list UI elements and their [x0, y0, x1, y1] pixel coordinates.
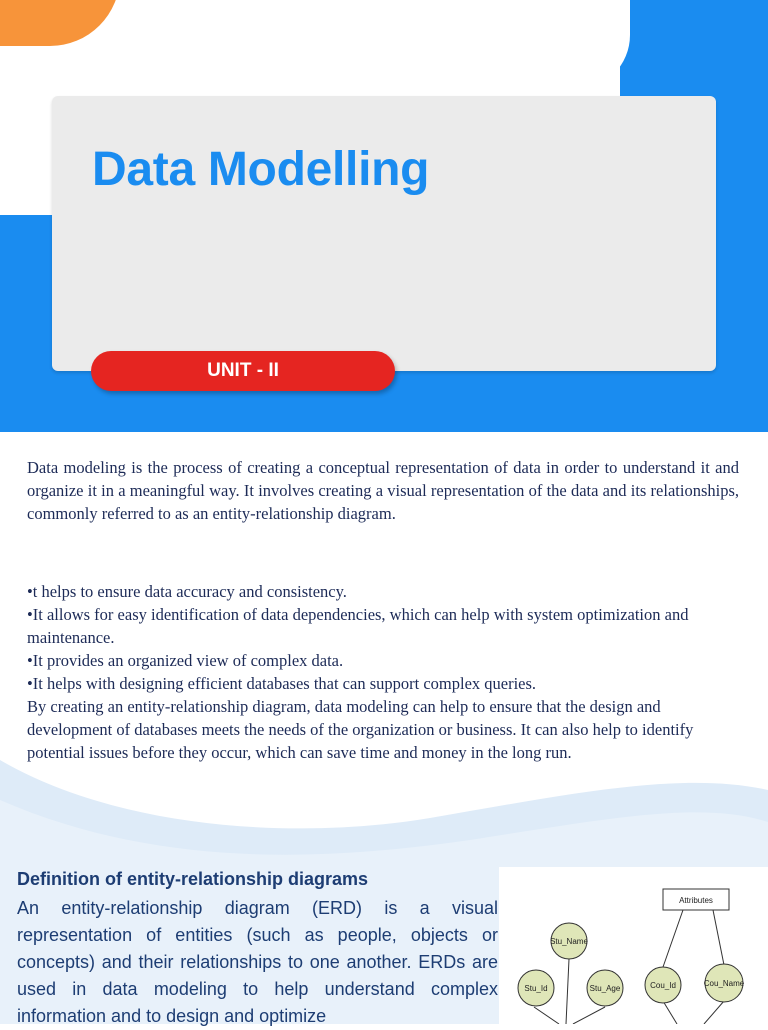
list-item: •It helps with designing efficient databases that can support complex queries. — [27, 674, 537, 693]
attribute-label: Stu_Id — [524, 984, 548, 993]
benefits-list — [27, 580, 739, 695]
unit-label: UNIT - II — [207, 360, 279, 381]
page-title: Data Modelling — [92, 143, 430, 196]
attribute-node — [587, 970, 623, 1006]
unit-badge — [91, 351, 395, 391]
attribute-label: Cou_Name — [703, 979, 745, 988]
attribute-node — [704, 964, 745, 1002]
attribute-node — [645, 967, 681, 1003]
attributes-box-label: Attributes — [679, 896, 713, 905]
intro-paragraph: Data modeling is the process of creating a conceptual representation of data in order to understand it and organize it in a meaningful way. It involves creating a visual representation of the data and its relationships, commonly referred to as an entity-relationship diagram. — [27, 458, 739, 523]
list-item: •t helps to ensure data accuracy and consistency. — [27, 582, 347, 601]
erd-diagram — [499, 867, 768, 1024]
attribute-label: Stu_Name — [550, 937, 588, 946]
attribute-node — [550, 923, 588, 959]
erd-definition: An entity-relationship diagram (ERD) is a visual representation of entities (such as people, objects or concepts) and their relationships to one another. ERDs are used in data modeling to help understand complex information and to design and optimize — [17, 898, 498, 1026]
attribute-label: Cou_Id — [650, 981, 676, 990]
attribute-label: Stu_Age — [589, 984, 621, 993]
attribute-node — [518, 970, 554, 1006]
closing-paragraph: By creating an entity-relationship diagram, data modeling can help to ensure that the design and development of databases meets the needs of the organization or business. It can also help to identify potential issues before they occur, which can save time and money in the long run. — [27, 697, 694, 762]
list-item: •It allows for easy identification of data dependencies, which can help with system optimization and maintenance. — [27, 605, 689, 647]
attributes-box — [663, 889, 729, 910]
title-card — [52, 96, 716, 371]
list-item: •It provides an organized view of complex data. — [27, 651, 344, 670]
erd-heading: Definition of entity-relationship diagrams — [17, 869, 369, 889]
